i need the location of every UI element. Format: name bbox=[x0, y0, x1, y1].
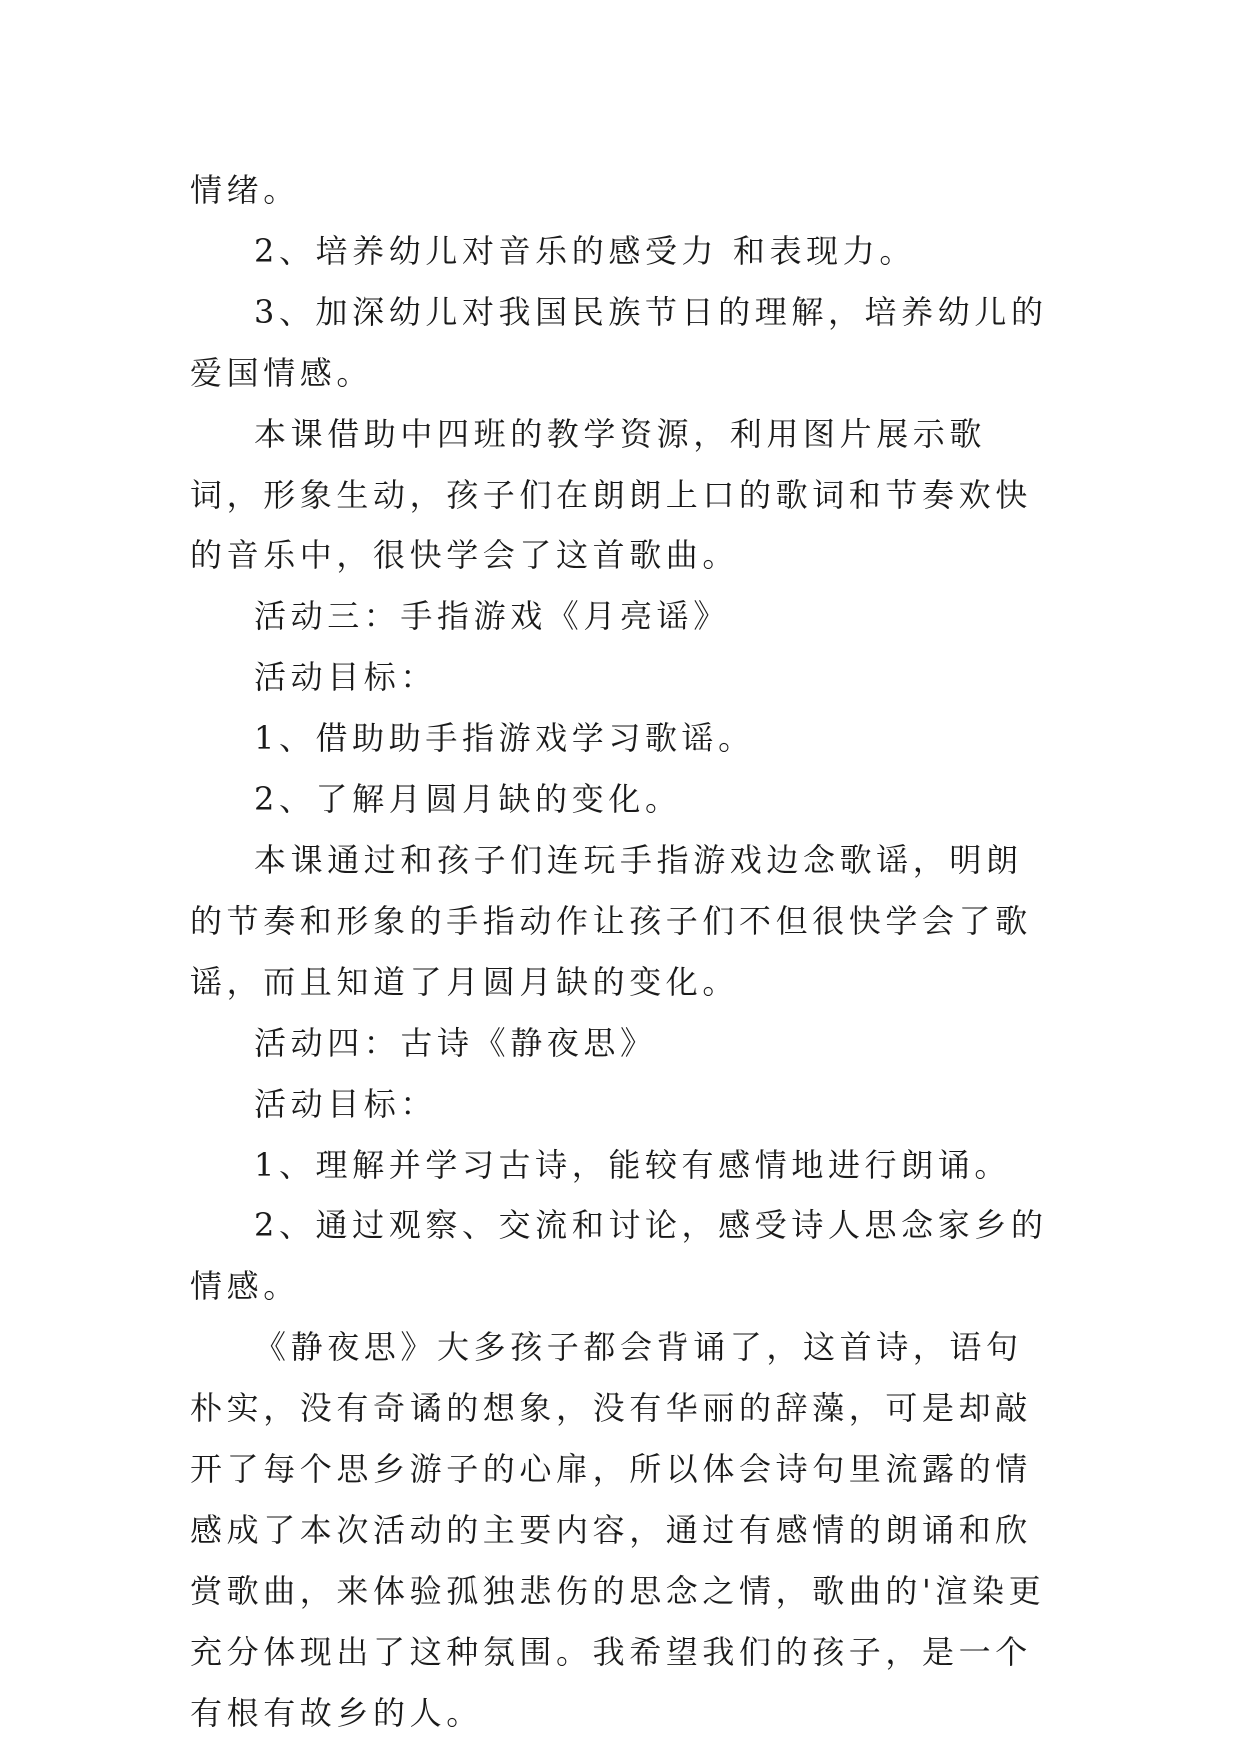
activity-goals-label-4: 活动目标： bbox=[254, 1084, 438, 1123]
paragraph-2: 2、培养幼儿对音乐的感受力 和表现力。 bbox=[254, 231, 916, 270]
document-body bbox=[190, 160, 1050, 1744]
paragraph-1: 情绪。 bbox=[190, 171, 300, 209]
section-heading-activity-4: 活动四：古诗《静夜思》 bbox=[254, 1023, 657, 1062]
goal-item-3-1: 1、借助助手指游戏学习歌谣。 bbox=[254, 719, 755, 758]
paragraph-3: 3、加深幼儿对我国民族节日的理解，培养幼儿的爱国情感。 bbox=[190, 292, 1048, 392]
paragraph-activity-4-summary: 《静夜思》大多孩子都会背诵了，这首诗，语句朴实，没有奇谲的想象，没有华丽的辞藻，可是却敲开了每个思乡游子的心扉，所以体会诗句里流露的情感成了本次活动的主要内容，通过有感情的朗诵和欣赏歌曲，来体验孤独悲伤的思念之情，歌曲的'渲染更充分体现出了这种氛围。我希望我们的孩子，是一个有根有故乡的人。 bbox=[190, 1328, 1046, 1732]
goal-item-4-2: 2、通过观察、交流和讨论，感受诗人思念家乡的情感。 bbox=[190, 1206, 1048, 1306]
goal-item-3-2: 2、了解月圆月缺的变化。 bbox=[254, 780, 682, 819]
goal-item-4-1: 1、理解并学习古诗，能较有感情地进行朗诵。 bbox=[254, 1145, 1011, 1184]
paragraph-activity-3-summary: 本课通过和孩子们连玩手指游戏边念歌谣，明朗的节奏和形象的手指动作让孩子们不但很快学会了歌谣，而且知道了月圆月缺的变化。 bbox=[190, 840, 1032, 1001]
activity-goals-label-3: 活动目标： bbox=[254, 658, 438, 697]
paragraph-4: 本课借助中四班的教学资源，利用图片展示歌词，形象生动，孩子们在朗朗上口的歌词和节奏欢快的音乐中，很快学会了这首歌曲。 bbox=[190, 414, 1032, 575]
section-heading-activity-3: 活动三：手指游戏《月亮谣》 bbox=[254, 597, 730, 636]
